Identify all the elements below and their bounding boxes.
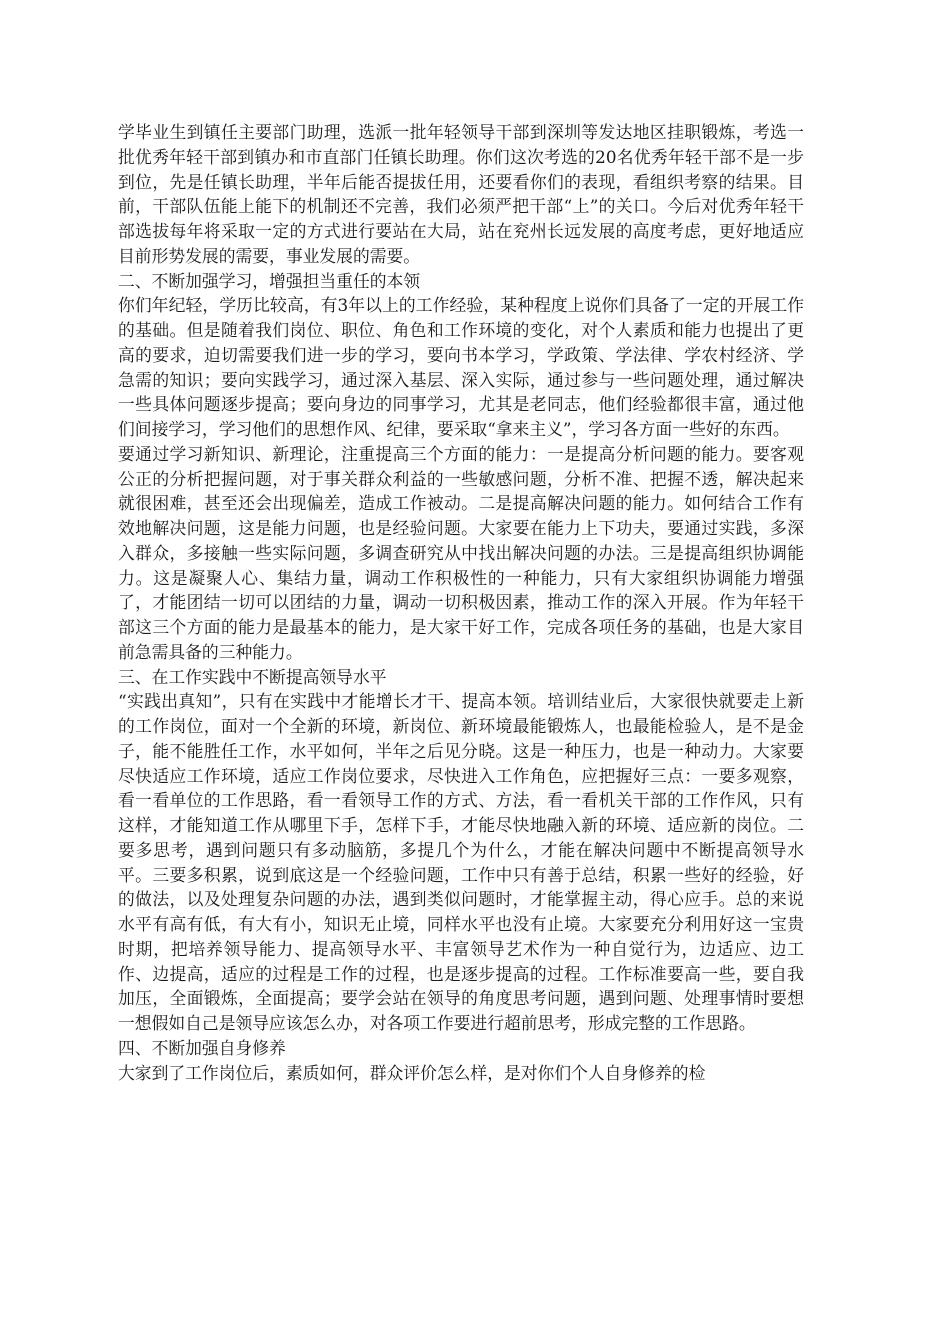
paragraph-self-cultivation: 大家到了工作岗位后，素质如何，群众评价怎么样，是对你们个人自身修养的检 [118, 1062, 706, 1083]
paragraph-talent-selection: 学毕业生到镇任主要部门助理，选派一批年轻领导干部到深圳等发达地区挂职锻炼，考选一批优秀年轻干部到镇办和市直部门任镇长助理。你们这次考选的20名优秀年轻干部不是一步到位，先是任镇长助理，半年后能否提拔任用，还要看你们的表现，看组织考察的结果。目前，干部队伍能上能下的机制还不完善，我们必须严把干部“上”的关口。今后对优秀年轻干部选拔每年将采取一定的方式进行要站在大局，站在兖州长远发展的高度考虑，更好地适应目前形势发展的需要，事业发展的需要。 [118, 122, 804, 266]
paragraph-three-abilities: 要通过学习新知识、新理论，注重提高三个方面的能力：一是提高分析问题的能力。要客观公正的分析把握问题，对于事关群众利益的一些敏感问题，分析不准、把握不透，解决起来就很困难，甚至还会出现偏差，造成工作被动。二是提高解决问题的能力。如何结合工作有效地解决问题，这是能力问题，也是经验问题。大家要在能力上下功夫，要通过实践，多深入群众，多接触一些实际问题，多调查研究从中找出解决问题的办法。三是提高组织协调能力。这是凝聚人心、集结力量，调动工作积极性的一种能力，只有大家组织协调能力增强了，才能团结一切可以团结的力量，调动一切积极因素，推动工作的深入开展。作为年轻干部这三个方面的能力是最基本的能力，是大家干好工作，完成各项任务的基础，也是大家目前急需具备的三种能力。 [118, 443, 804, 662]
section-heading-4: 四、不断加强自身修养 [118, 1037, 286, 1058]
section-heading-2: 二、不断加强学习，增强担当重任的本领 [118, 270, 421, 291]
section-heading-3: 三、在工作实践中不断提高领导水平 [118, 666, 387, 687]
document-body [118, 120, 804, 1085]
paragraph-learning: 你们年纪轻，学历比较高，有3年以上的工作经验，某种程度上说你们具备了一定的开展工作的基础。但是随着我们岗位、职位、角色和工作环境的变化，对个人素质和能力也提出了更高的要求，迫切需要我们进一步的学习，要向书本学习，学政策、学法律、学农村经济、学急需的知识；要向实践学习，通过深入基层、深入实际，通过参与一些问题处理，通过解决一些具体问题逐步提高；要向身边的同事学习，尤其是老同志，他们经验都很丰富，通过他们间接学习，学习他们的思想作风、纪律，要采取“拿来主义”，学习各方面一些好的东西。 [118, 295, 804, 439]
paragraph-practice: “实践出真知”，只有在实践中才能增长才干、提高本领。培训结业后，大家很快就要走上新的工作岗位，面对一个全新的环境，新岗位、新环境最能锻炼人，也最能检验人，是不是金子，能不能胜任工作，水平如何，半年之后见分晓。这是一种压力，也是一种动力。大家要尽快适应工作环境，适应工作岗位要求，尽快进入工作角色，应把握好三点：一要多观察，看一看单位的工作思路，看一看领导工作的方式、方法，看一看机关干部的工作作风，只有这样，才能知道工作从哪里下手，怎样下手，才能尽快地融入新的环境、适应新的岗位。二要多思考，遇到问题只有多动脑筋，多提几个为什么，才能在解决问题中不断提高领导水平。三要多积累，说到底这是一个经验问题，工作中只有善于总结，积累一些好的经验，好的做法，以及处理复杂问题的办法，遇到类似问题时，才能掌握主动，得心应手。总的来说水平有高有低，有大有小，知识无止境，同样水平也没有止境。大家要充分利用好这一宝贵时期，把培养领导能力、提高领导水平、丰富领导艺术作为一种自觉行为，边适应、边工作、边提高，适应的过程是工作的过程，也是逐步提高的过程。工作标准要高一些，要自我加压，全面锻炼，全面提高；要学会站在领导的角度思考问题，遇到问题、处理事情时要想一想假如自己是领导应该怎么办，对各项工作要进行超前思考，形成完整的工作思路。 [118, 691, 804, 1033]
